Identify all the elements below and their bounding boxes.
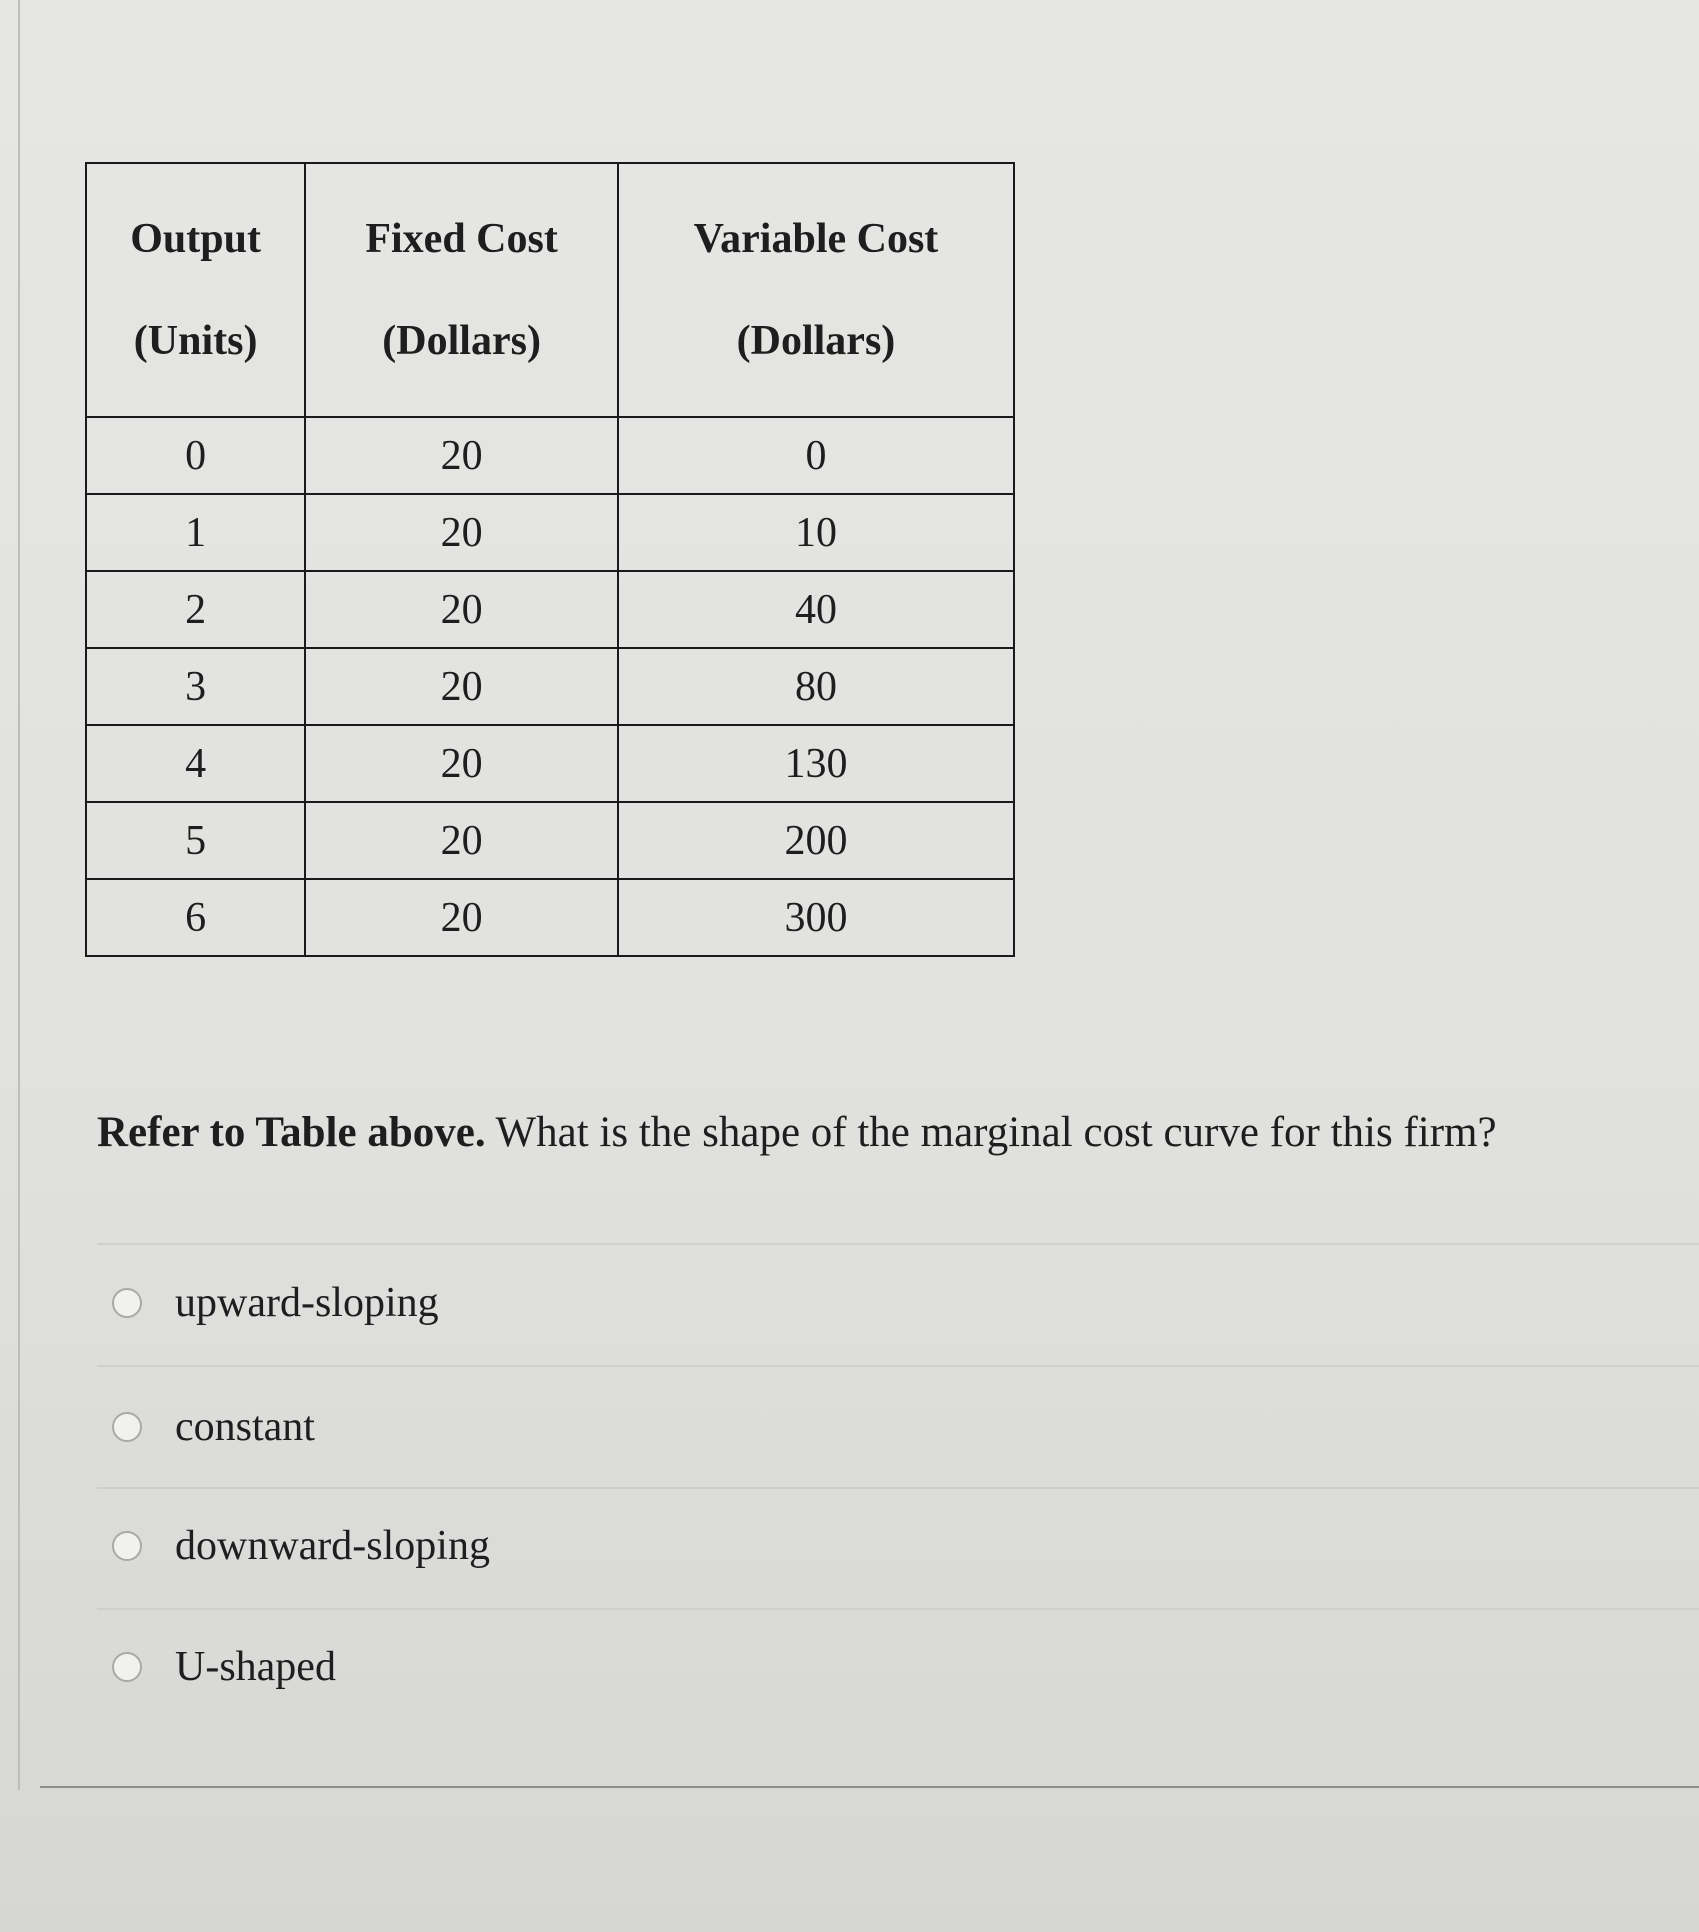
radio-button-icon[interactable] xyxy=(112,1531,142,1561)
option-divider xyxy=(97,1487,1699,1489)
option-downward-sloping[interactable] xyxy=(112,1516,490,1576)
cell-output: 6 xyxy=(86,879,305,956)
cell-output: 5 xyxy=(86,802,305,879)
question-body: What is the shape of the marginal cost curve for this firm? xyxy=(485,1109,1497,1156)
header-output-line2: (Units) xyxy=(133,318,258,364)
question-prompt xyxy=(97,1108,1497,1157)
cell-variable-cost: 200 xyxy=(618,802,1014,879)
option-upward-sloping[interactable] xyxy=(112,1273,439,1333)
radio-button-icon[interactable] xyxy=(112,1652,142,1682)
header-output-line1: Output xyxy=(130,216,261,262)
option-constant[interactable] xyxy=(112,1397,315,1457)
option-label: downward-sloping xyxy=(175,1523,490,1569)
cell-variable-cost: 130 xyxy=(618,725,1014,802)
header-fixed-cost-line2: (Dollars) xyxy=(382,318,541,364)
question-bold-lead: Refer to Table above. xyxy=(97,1109,486,1156)
table-row xyxy=(86,494,1014,571)
radio-button-icon[interactable] xyxy=(112,1288,142,1318)
table-row xyxy=(86,802,1014,879)
cell-fixed-cost: 20 xyxy=(305,494,618,571)
cell-fixed-cost: 20 xyxy=(305,879,618,956)
cell-output: 4 xyxy=(86,725,305,802)
cost-table xyxy=(85,162,1015,957)
cell-variable-cost: 10 xyxy=(618,494,1014,571)
option-divider xyxy=(97,1608,1699,1610)
table-row xyxy=(86,879,1014,956)
option-divider xyxy=(97,1243,1699,1245)
cell-fixed-cost: 20 xyxy=(305,725,618,802)
cell-variable-cost: 300 xyxy=(618,879,1014,956)
radio-button-icon[interactable] xyxy=(112,1412,142,1442)
header-output xyxy=(86,163,305,417)
table-row xyxy=(86,725,1014,802)
cell-fixed-cost: 20 xyxy=(305,648,618,725)
cell-output: 0 xyxy=(86,417,305,494)
table-header-row xyxy=(86,163,1014,417)
header-fixed-cost xyxy=(305,163,618,417)
option-divider xyxy=(97,1365,1699,1367)
cell-fixed-cost: 20 xyxy=(305,417,618,494)
cell-variable-cost: 80 xyxy=(618,648,1014,725)
option-u-shaped[interactable] xyxy=(112,1637,336,1697)
cell-output: 2 xyxy=(86,571,305,648)
table-row xyxy=(86,571,1014,648)
table-row xyxy=(86,417,1014,494)
cell-variable-cost: 0 xyxy=(618,417,1014,494)
cell-output: 3 xyxy=(86,648,305,725)
option-label: U-shaped xyxy=(175,1644,336,1690)
header-variable-cost-line2: (Dollars) xyxy=(736,318,896,364)
page-bottom-edge xyxy=(40,1786,1699,1788)
cell-variable-cost: 40 xyxy=(618,571,1014,648)
header-variable-cost xyxy=(618,163,1014,417)
cell-output: 1 xyxy=(86,494,305,571)
cell-fixed-cost: 20 xyxy=(305,802,618,879)
header-fixed-cost-line1: Fixed Cost xyxy=(365,216,558,262)
cell-fixed-cost: 20 xyxy=(305,571,618,648)
option-label: upward-sloping xyxy=(175,1280,439,1326)
table-row xyxy=(86,648,1014,725)
header-variable-cost-line1: Variable Cost xyxy=(693,216,939,262)
option-label: constant xyxy=(175,1404,315,1450)
